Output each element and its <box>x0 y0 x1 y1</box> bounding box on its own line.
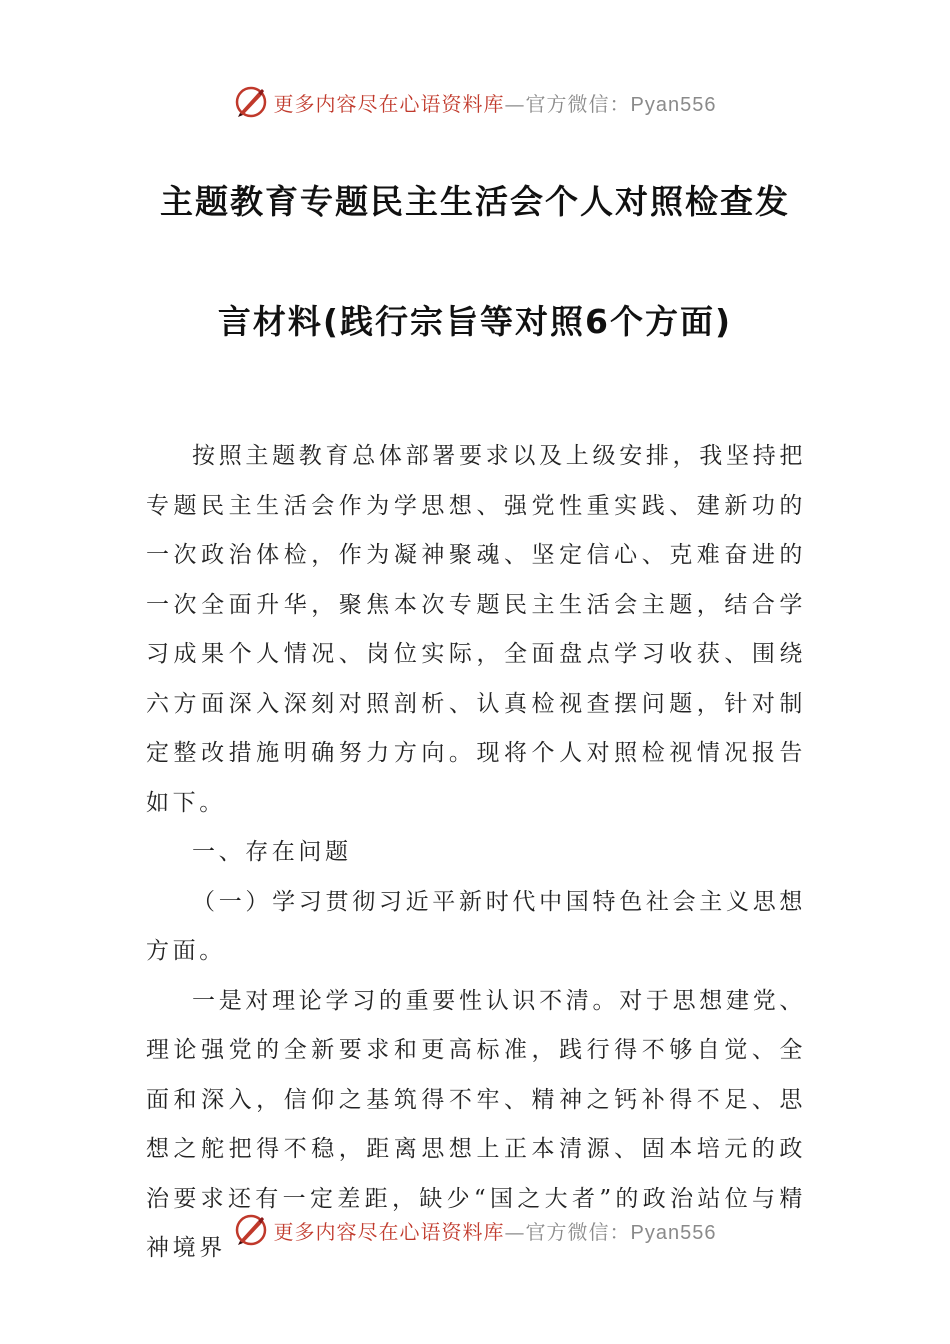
banner-wechat-id: Pyan556 <box>630 93 717 116</box>
banner-text <box>274 88 717 117</box>
section-heading: 一、存在问题 <box>192 839 352 865</box>
subsection-heading: （一）学习贯彻习近平新时代中国特色社会主义思想方面。 <box>146 888 806 964</box>
banner-text <box>274 1216 717 1245</box>
document-title-line-1: 主题教育专题民主生活会个人对照检查发 <box>160 182 790 221</box>
banner-separator: — <box>504 1219 526 1244</box>
banner-separator: — <box>504 91 526 116</box>
banner-wechat-label: 官方微信： <box>525 1219 631 1244</box>
document-title-line-2: 言材料(践行宗旨等对照6个方面) <box>217 302 733 341</box>
document-body <box>146 432 806 1274</box>
banner-wechat-label: 官方微信： <box>525 91 631 116</box>
banner-wechat-id: Pyan556 <box>630 1221 717 1244</box>
header-banner <box>0 80 950 124</box>
paragraph-intro: 按照主题教育总体部署要求以及上级安排，我坚持把专题民主生活会作为学思想、强党性重实践、建新功的一次政治体检，作为凝神聚魂、坚定信心、克难奋进的一次全面升华，聚焦本次专题民主生活会主题，结合学习成果个人情况、岗位实际，全面盘点学习收获、围绕六方面深入深刻对照剖析、认真检视查摆问题，针对制定整改措施明确努力方向。现将个人对照检视情况报告如下。 <box>146 443 806 816</box>
footer-banner <box>0 1208 950 1252</box>
paragraph-point-1: 一是对理论学习的重要性认识不清。对于思想建党、理论强党的全新要求和更高标准，践行得不够自觉、全面和深入，信仰之基筑得不牢、精神之钙补得不足、思想之舵把得不稳，距离思想上正本清源、固本培元的政治要求还有一定差距，缺少“国之大者”的政治站位与精神境界 <box>146 987 806 1261</box>
banner-brand: 更多内容尽在心语资料库 <box>273 1219 505 1244</box>
pen-logo-icon <box>234 1213 268 1247</box>
banner-brand: 更多内容尽在心语资料库 <box>273 91 505 116</box>
pen-logo-icon <box>234 85 268 119</box>
